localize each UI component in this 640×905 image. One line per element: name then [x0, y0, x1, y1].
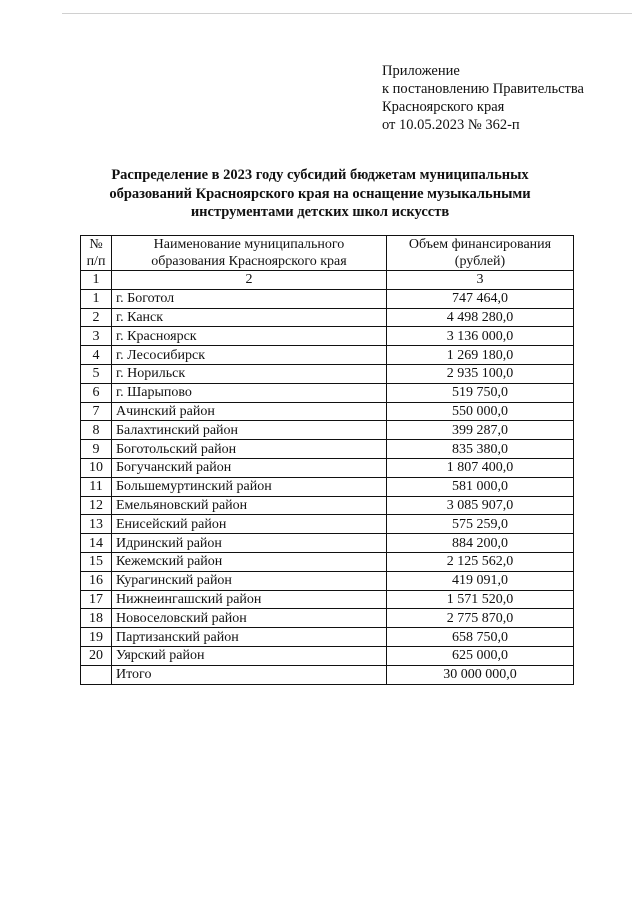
row-num: 9 [81, 440, 112, 459]
column-index-row [81, 271, 574, 290]
appendix-block [382, 62, 584, 134]
row-name: Боготольский район [112, 440, 387, 459]
page-top-edge-line [62, 13, 632, 14]
row-name: г. Лесосибирск [112, 346, 387, 365]
header-name: Наименование муниципального образования Красноярского края [112, 236, 387, 271]
table-row [81, 534, 574, 553]
row-name: Уярский район [112, 646, 387, 665]
row-name: Ачинский район [112, 402, 387, 421]
row-name: Идринский район [112, 534, 387, 553]
total-amount: 30 000 000,0 [387, 665, 574, 684]
row-num: 15 [81, 552, 112, 571]
row-amount: 550 000,0 [387, 402, 574, 421]
title-line-1: Распределение в 2023 году субсидий бюджетам муниципальных [111, 167, 529, 183]
row-amount: 1 269 180,0 [387, 346, 574, 365]
row-amount: 581 000,0 [387, 477, 574, 496]
header-num: № п/п [81, 236, 112, 271]
row-name: Емельяновский район [112, 496, 387, 515]
row-name: Новоселовский район [112, 609, 387, 628]
row-name: г. Боготол [112, 289, 387, 308]
row-name: Балахтинский район [112, 421, 387, 440]
row-num: 5 [81, 364, 112, 383]
table-header-row [81, 236, 574, 271]
row-num: 2 [81, 308, 112, 327]
row-name: Кежемский район [112, 552, 387, 571]
total-row [81, 665, 574, 684]
table-row [81, 383, 574, 402]
total-num-empty [81, 665, 112, 684]
row-num: 11 [81, 477, 112, 496]
row-amount: 625 000,0 [387, 646, 574, 665]
row-num: 7 [81, 402, 112, 421]
table-row [81, 590, 574, 609]
row-name: г. Шарыпово [112, 383, 387, 402]
table-row [81, 628, 574, 647]
row-num: 4 [81, 346, 112, 365]
row-amount: 747 464,0 [387, 289, 574, 308]
appendix-line-3: Красноярского края [382, 99, 505, 115]
row-num: 1 [81, 289, 112, 308]
row-amount: 1 571 520,0 [387, 590, 574, 609]
row-num: 8 [81, 421, 112, 440]
row-num: 20 [81, 646, 112, 665]
column-index-2: 2 [112, 271, 387, 290]
row-amount: 2 775 870,0 [387, 609, 574, 628]
row-amount: 2 125 562,0 [387, 552, 574, 571]
document-title [70, 166, 570, 222]
row-amount: 3 085 907,0 [387, 496, 574, 515]
row-amount: 2 935 100,0 [387, 364, 574, 383]
row-name: г. Красноярск [112, 327, 387, 346]
row-num: 19 [81, 628, 112, 647]
row-num: 14 [81, 534, 112, 553]
row-amount: 4 498 280,0 [387, 308, 574, 327]
table-row [81, 552, 574, 571]
subsidy-table [80, 235, 574, 685]
row-amount: 519 750,0 [387, 383, 574, 402]
row-name: Партизанский район [112, 628, 387, 647]
table-row [81, 609, 574, 628]
title-line-2: образований Красноярского края на оснащение музыкальными [109, 185, 531, 202]
table-row [81, 515, 574, 534]
title-line-3: инструментами детских школ искусств [190, 204, 450, 220]
table-row [81, 402, 574, 421]
table-row [81, 458, 574, 477]
row-amount: 399 287,0 [387, 421, 574, 440]
row-num: 3 [81, 327, 112, 346]
row-num: 16 [81, 571, 112, 590]
table-row [81, 364, 574, 383]
table-row [81, 571, 574, 590]
column-index-3: 3 [387, 271, 574, 290]
row-amount: 658 750,0 [387, 628, 574, 647]
row-num: 18 [81, 609, 112, 628]
total-label: Итого [112, 665, 387, 684]
table-row [81, 421, 574, 440]
row-amount: 3 136 000,0 [387, 327, 574, 346]
row-name: г. Норильск [112, 364, 387, 383]
appendix-line-1: Приложение [382, 63, 460, 79]
row-name: Курагинский район [112, 571, 387, 590]
table-row [81, 346, 574, 365]
table-row [81, 496, 574, 515]
row-num: 12 [81, 496, 112, 515]
table-row [81, 646, 574, 665]
row-name: г. Канск [112, 308, 387, 327]
row-name: Енисейский район [112, 515, 387, 534]
appendix-line-4: от 10.05.2023 № 362-п [382, 117, 520, 133]
row-amount: 884 200,0 [387, 534, 574, 553]
row-name: Большемуртинский район [112, 477, 387, 496]
row-num: 6 [81, 383, 112, 402]
row-amount: 1 807 400,0 [387, 458, 574, 477]
row-name: Богучанский район [112, 458, 387, 477]
row-amount: 835 380,0 [387, 440, 574, 459]
row-amount: 419 091,0 [387, 571, 574, 590]
row-num: 13 [81, 515, 112, 534]
table-row [81, 289, 574, 308]
row-num: 10 [81, 458, 112, 477]
header-amount: Объем финансирования (рублей) [387, 236, 574, 271]
row-amount: 575 259,0 [387, 515, 574, 534]
appendix-line-2: к постановлению Правительства [382, 81, 584, 97]
column-index-1: 1 [81, 271, 112, 290]
table-row [81, 440, 574, 459]
table-row [81, 308, 574, 327]
table-row [81, 477, 574, 496]
row-name: Нижнеингашский район [112, 590, 387, 609]
table-row [81, 327, 574, 346]
row-num: 17 [81, 590, 112, 609]
